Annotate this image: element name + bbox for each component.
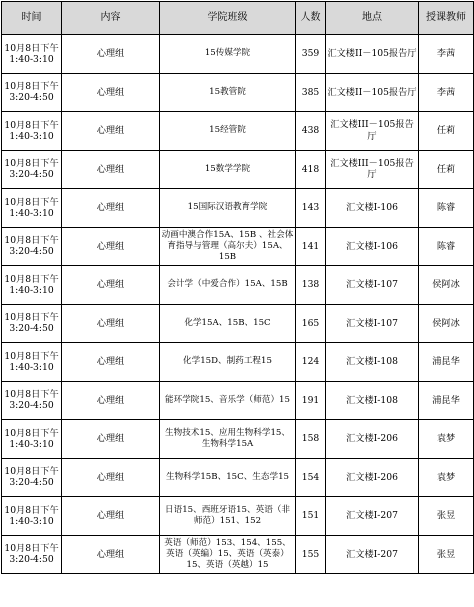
cell-teacher: 张昱: [419, 497, 474, 536]
cell-location: 汇文楼I-107: [326, 266, 419, 305]
cell-content: 心理组: [62, 112, 160, 151]
cell-location: 汇文楼II－105报告厅: [326, 73, 419, 112]
table-row: [2, 35, 474, 74]
cell-count: 155: [296, 535, 326, 574]
cell-location: 汇文楼I-108: [326, 381, 419, 420]
header-row: [2, 2, 474, 35]
table-row: [2, 266, 474, 305]
table-row: [2, 73, 474, 112]
time-range: 3:20-4:50: [9, 323, 54, 335]
cell-count: 141: [296, 227, 326, 266]
header-content: 内容: [62, 2, 160, 35]
table-row: [2, 189, 474, 228]
cell-class: 英语（师范）153、154、155、英语（英编）15、英语（英泰）15、英语（英越）15: [160, 535, 296, 574]
cell-count: 165: [296, 304, 326, 343]
time-date: 10月8日下午: [4, 312, 59, 324]
table-row: [2, 343, 474, 382]
cell-time: [2, 227, 62, 266]
cell-content: 心理组: [62, 35, 160, 74]
cell-content: 心理组: [62, 381, 160, 420]
cell-teacher: 任莉: [419, 150, 474, 189]
cell-location: 汇文楼I-207: [326, 535, 419, 574]
cell-content: 心理组: [62, 189, 160, 228]
time-date: 10月8日下午: [4, 273, 59, 285]
table-row: [2, 381, 474, 420]
table-row: [2, 150, 474, 189]
cell-content: 心理组: [62, 150, 160, 189]
cell-class: 能环学院15、音乐学（师范）15: [160, 381, 296, 420]
cell-class: 会计学（中爱合作）15A、15B: [160, 266, 296, 305]
time-date: 10月8日下午: [4, 504, 59, 516]
cell-content: 心理组: [62, 73, 160, 112]
time-date: 10月8日下午: [4, 350, 59, 362]
cell-class: 生物科学15B、15C、生态学15: [160, 458, 296, 497]
cell-count: 138: [296, 266, 326, 305]
cell-location: 汇文楼I-206: [326, 458, 419, 497]
cell-time: [2, 189, 62, 228]
cell-count: 438: [296, 112, 326, 151]
time-date: 10月8日下午: [4, 158, 59, 170]
cell-class: 日语15、西班牙语15、英语（非师范）151、152: [160, 497, 296, 536]
cell-location: 汇文楼I-206: [326, 420, 419, 459]
cell-class: 动画中澳合作15A、15B 、社会体育指导与管理（高尔夫）15A、15B: [160, 227, 296, 266]
cell-class: 15数学学院: [160, 150, 296, 189]
cell-time: [2, 35, 62, 74]
cell-count: 124: [296, 343, 326, 382]
cell-class: 化学15D、制药工程15: [160, 343, 296, 382]
table-row: [2, 304, 474, 343]
cell-content: 心理组: [62, 266, 160, 305]
header-class: 学院班级: [160, 2, 296, 35]
cell-time: [2, 112, 62, 151]
cell-teacher: 侯阿冰: [419, 266, 474, 305]
time-range: 3:20-4:50: [9, 477, 54, 489]
cell-location: 汇文楼III－105报告厅: [326, 150, 419, 189]
time-range: 1:40-3:10: [9, 53, 54, 65]
cell-time: [2, 150, 62, 189]
header-location: 地点: [326, 2, 419, 35]
cell-teacher: 袁梦: [419, 420, 474, 459]
time-date: 10月8日下午: [4, 427, 59, 439]
cell-location: 汇文楼III－105报告厅: [326, 112, 419, 151]
cell-count: 151: [296, 497, 326, 536]
cell-teacher: 李茜: [419, 35, 474, 74]
cell-location: 汇文楼I-106: [326, 189, 419, 228]
cell-content: 心理组: [62, 497, 160, 536]
cell-class: 15教管院: [160, 73, 296, 112]
time-date: 10月8日下午: [4, 543, 59, 555]
time-range: 1:40-3:10: [9, 438, 54, 450]
time-date: 10月8日下午: [4, 81, 59, 93]
cell-teacher: 任莉: [419, 112, 474, 151]
time-date: 10月8日下午: [4, 466, 59, 478]
cell-class: 15传媒学院: [160, 35, 296, 74]
cell-class: 15国际汉语教育学院: [160, 189, 296, 228]
table-row: [2, 497, 474, 536]
cell-count: 158: [296, 420, 326, 459]
cell-teacher: 陈睿: [419, 227, 474, 266]
table-row: [2, 420, 474, 459]
header-count: 人数: [296, 2, 326, 35]
cell-time: [2, 497, 62, 536]
cell-teacher: 侯阿冰: [419, 304, 474, 343]
cell-time: [2, 304, 62, 343]
time-date: 10月8日下午: [4, 42, 59, 54]
cell-time: [2, 458, 62, 497]
time-range: 3:20-4:50: [9, 554, 54, 566]
cell-content: 心理组: [62, 227, 160, 266]
time-range: 3:20-4:50: [9, 400, 54, 412]
header-teacher: 授课教师: [419, 2, 474, 35]
cell-teacher: 浦昆华: [419, 381, 474, 420]
cell-class: 化学15A、15B、15C: [160, 304, 296, 343]
cell-location: 汇文楼I-207: [326, 497, 419, 536]
cell-class: 15经管院: [160, 112, 296, 151]
cell-count: 385: [296, 73, 326, 112]
schedule-table: [1, 1, 474, 574]
cell-time: [2, 535, 62, 574]
time-date: 10月8日下午: [4, 196, 59, 208]
time-range: 1:40-3:10: [9, 515, 54, 527]
cell-teacher: 浦昆华: [419, 343, 474, 382]
table-row: [2, 112, 474, 151]
cell-location: 汇文楼I-107: [326, 304, 419, 343]
header-time: 时间: [2, 2, 62, 35]
cell-location: 汇文楼I-106: [326, 227, 419, 266]
cell-teacher: 陈睿: [419, 189, 474, 228]
table-row: [2, 458, 474, 497]
time-date: 10月8日下午: [4, 235, 59, 247]
cell-class: 生物技术15、应用生物科学15、生物科学15A: [160, 420, 296, 459]
time-date: 10月8日下午: [4, 389, 59, 401]
cell-content: 心理组: [62, 420, 160, 459]
time-date: 10月8日下午: [4, 119, 59, 131]
cell-count: 418: [296, 150, 326, 189]
cell-content: 心理组: [62, 304, 160, 343]
cell-location: 汇文楼I-108: [326, 343, 419, 382]
time-range: 1:40-3:10: [9, 284, 54, 296]
time-range: 3:20-4:50: [9, 169, 54, 181]
cell-time: [2, 381, 62, 420]
cell-content: 心理组: [62, 535, 160, 574]
cell-teacher: 袁梦: [419, 458, 474, 497]
time-range: 3:20-4:50: [9, 92, 54, 104]
time-range: 1:40-3:10: [9, 130, 54, 142]
cell-teacher: 张昱: [419, 535, 474, 574]
cell-count: 154: [296, 458, 326, 497]
time-range: 1:40-3:10: [9, 207, 54, 219]
cell-teacher: 李茜: [419, 73, 474, 112]
cell-count: 359: [296, 35, 326, 74]
cell-time: [2, 73, 62, 112]
time-range: 3:20-4:50: [9, 246, 54, 258]
table-row: [2, 227, 474, 266]
cell-content: 心理组: [62, 343, 160, 382]
cell-content: 心理组: [62, 458, 160, 497]
cell-time: [2, 343, 62, 382]
table-row: [2, 535, 474, 574]
cell-time: [2, 420, 62, 459]
cell-location: 汇文楼II－105报告厅: [326, 35, 419, 74]
time-range: 1:40-3:10: [9, 361, 54, 373]
cell-time: [2, 266, 62, 305]
cell-count: 143: [296, 189, 326, 228]
cell-count: 191: [296, 381, 326, 420]
